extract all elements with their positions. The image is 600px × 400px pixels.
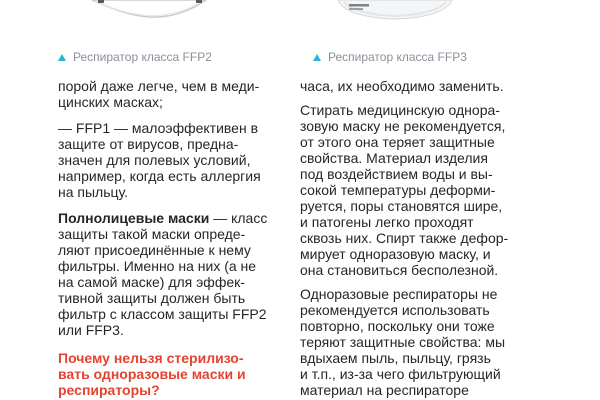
- paragraph-full-face-masks: [58, 210, 293, 338]
- ffp2-mask-clip: [98, 0, 104, 3]
- caption-ffp2-text: Респиратор класса FFP2: [73, 50, 212, 64]
- paragraph-medical-masks: порой даже легче, чем в меди- цинских масках;: [58, 78, 260, 110]
- caption-ffp3: [313, 50, 467, 64]
- triangle-icon: [58, 54, 66, 61]
- right-column: [300, 78, 595, 400]
- left-column: [58, 78, 293, 400]
- full-face-masks-term: Полнолицевые маски: [58, 210, 210, 226]
- paragraph-ffp1: — FFP1 — малоэффективен в защите от вирусов, предна- значен для полевых условий, например, когда есть аллергия на пыльцу.: [58, 120, 261, 200]
- section-heading-sterilization: Почему нельзя стерилизо- вать одноразовые маски и респираторы?: [58, 350, 246, 398]
- caption-ffp2: [58, 50, 212, 64]
- triangle-icon: [313, 54, 321, 61]
- ffp2-respirator-image: [92, 0, 206, 17]
- ffp3-mask-marking: [349, 8, 363, 10]
- respirator-images: [0, 0, 600, 40]
- paragraph-washing: Стирать медицинскую однора- зовую маску не рекомендуется, от этого она теряет защитные свойства. Материал изделия под воздействием воды и вы- сокой температуры деформи- руется, поры становятся шире, и патогены легко проходят сквозь них. Спирт также дефор- мирует одноразовую маску, и она становиться бесполезной.: [300, 102, 509, 278]
- ffp2-mask-clip: [196, 0, 202, 3]
- paragraph-disposable-respirators: Одноразовые респираторы не рекомендуется использовать повторно, поскольку они тоже теряют защитные свойства: мы вдыхаем пыль, пыльцу, грязь и т.п., из-за чего фильтрующий материал на респираторе: [300, 286, 506, 398]
- caption-ffp3-text: Респиратор класса FFP3: [328, 50, 467, 64]
- ffp3-mask-marking: [349, 4, 369, 7]
- ffp3-respirator-image: [338, 0, 452, 19]
- paragraph-replace: часа, их необходимо заменить.: [300, 78, 504, 94]
- full-face-masks-text: — класс защиты такой маски опреде- ляют присоединённые к нему фильтры. Именно на них (а не на самой маске) для эффек- тивной защиты должен быть фильтр с классом защиты FFP2 или FFP3.: [58, 210, 268, 338]
